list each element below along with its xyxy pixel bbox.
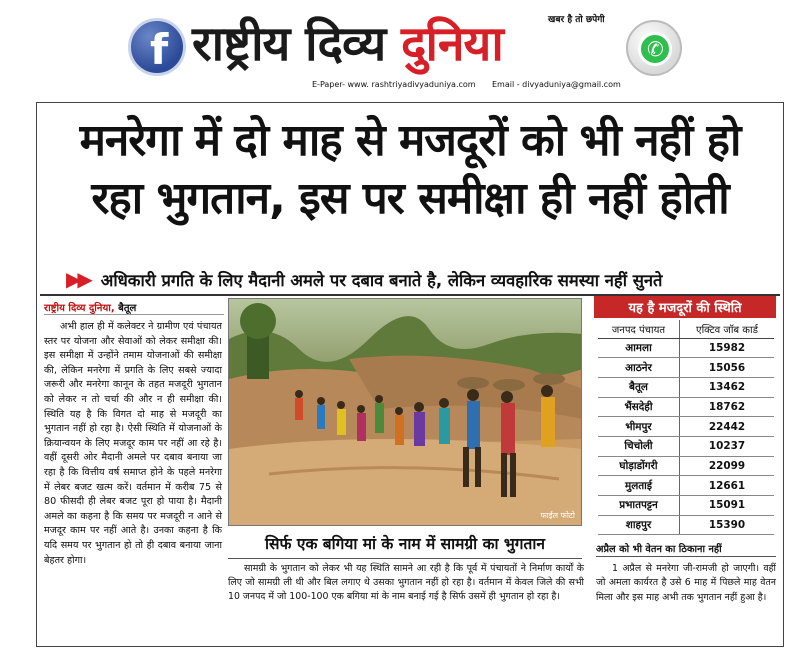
table-cell: घोड़ाडोंगरी [598,456,679,476]
table-row [598,397,774,417]
divider [228,558,582,559]
table-row [598,456,774,476]
dateline [44,300,136,314]
brand-name-part2: दुनिया [400,16,503,72]
column-header: एक्टिव जॉब कार्ड [679,320,774,338]
statistics-table [594,296,776,532]
table-row [598,496,774,516]
table-header-row [598,320,774,338]
table-row [598,358,774,378]
table-cell: आमला [598,338,679,358]
facebook-icon[interactable]: f [128,18,186,76]
table-cell: चिचोली [598,436,679,456]
section-heading: सिर्फ एक बगिया मां के नाम में सामग्री का भुगतान [265,535,545,553]
table-cell: मुलताई [598,476,679,496]
table-cell: शाहपुर [598,515,679,535]
table-cell: 22442 [679,417,774,437]
table-cell: 13462 [679,377,774,397]
table-title: यह है मजदूरों की स्थिति [594,296,776,318]
news-photo [228,298,582,526]
table-cell: बैतूल [598,377,679,397]
table-cell: 22099 [679,456,774,476]
table-cell: भीमपुर [598,417,679,437]
masthead [0,0,800,96]
table-row [598,417,774,437]
newspaper-logo [192,14,503,74]
dateline-source: राष्ट्रीय दिव्य दुनिया, [44,303,115,314]
brand-name-part1: राष्ट्रीय दिव्य [192,16,386,72]
article-body-left: अभी हाल ही में कलेक्टर ने ग्रामीण एवं पंचायत स्तर पर योजना और सेवाओं को लेकर समीक्षा की। इस समीक्षा में उन्होंने तमाम योजनाओं की समीक्षा की, लेकिन मनरेगा में प्रगति के लिए सबसे ज्यादा जरूरी और मनरेगा कानून के तहत मजदूरी भुगतान को लेकर न तो चर्चा की और न ही समीक्षा की। स्थिति यह है कि विगत दो माह से मजदूरी का भुगतान नहीं हो रहा है। ऐसी स्थिति में योजनाओं के क्रियान्वयन के लिए मजदूर काम पर नहीं आ रहे है। वहीं दूसरी ओर मैदानी अमले पर दबाव बनाया जा रहा है कि वित्तीय वर्ष समाप्त होने के पहले मनरेगा में लेबर बजट खत्म करें। वर्तमान में करीब 75 से 80 फीसदी ही लेबर बजट पूरा हो पाया है। मैदानी अमले का कहना है कि समय पर मजदूरी न आने से मजदूर काम पर नहीं आते है। उनका कहना है कि यदि समय पर भुगतान हो तो ही दबाव बनाया जाना बेहतर होगा। [44,321,222,566]
table-row [598,476,774,496]
subheadline [66,264,780,294]
table-cell: 15390 [679,515,774,535]
dateline-place: बैतूल [118,303,137,314]
table-cell: 18762 [679,397,774,417]
article-body-center: सामग्री के भुगतान को लेकर भी यह स्थिति सामने आ रही है कि पूर्व में पंचायतों ने निर्माण कार्यों के लिए जो सामग्री ली थी और बिल लगाए थे उसका भुगतान नहीं हो रहा है। वर्तमान में केवल जिले की सभी 10 जनपद में जो 100-100 एक बगिया मां के नाम बनाई गई है सिर्फ उसमें ही भुगतान हो रहा है। [228,563,584,603]
table-cell: 15091 [679,496,774,516]
column-header: जनपद पंचायत [598,320,679,338]
email-link[interactable]: Email - divyaduniya@gmail.com [492,80,621,89]
table-row [598,515,774,535]
table-cell: प्रभातपट्टन [598,496,679,516]
headline-line-1: मनरेगा में दो माह से मजदूरों को भी नहीं हो [79,115,741,166]
table-row [598,338,774,358]
headline-line-2: रहा भुगतान, इस पर समीक्षा ही नहीं होती [91,173,729,224]
table-cell: 15982 [679,338,774,358]
divider [44,314,224,315]
table-row [598,436,774,456]
double-arrow-icon: ▶▶ [66,267,89,291]
subheadline-text: अधिकारी प्रगति के लिए मैदानी अमले पर दबाव बनाते है, लेकिन व्यवहारिक समस्या नहीं सुनते [100,270,663,290]
tagline: खबर है तो छपेगी [548,15,605,25]
headline [40,112,780,228]
table-cell: भैंसदेही [598,397,679,417]
table-row [598,377,774,397]
photo-credit: फाईल फोटो [540,511,575,520]
divider [596,556,776,557]
table-cell: 10237 [679,436,774,456]
epaper-link[interactable]: E-Paper- www. rashtriyadivyaduniya.com [312,80,476,89]
table-cell: 15056 [679,358,774,378]
section-heading: अप्रैल को भी वेतन का ठिकाना नहीं [596,544,722,555]
article-body-right: 1 अप्रैल से मनरेगा जी-रामजी हो जाएगी। वहीं जो अमला कार्यरत है उसे 6 माह में पिछले माह वेतन मिला और इस माह अभी तक भुगतान नहीं हुआ है। [596,563,776,603]
table-cell: आठनेर [598,358,679,378]
table-cell: 12661 [679,476,774,496]
whatsapp-icon[interactable] [626,20,682,76]
table [598,320,774,535]
